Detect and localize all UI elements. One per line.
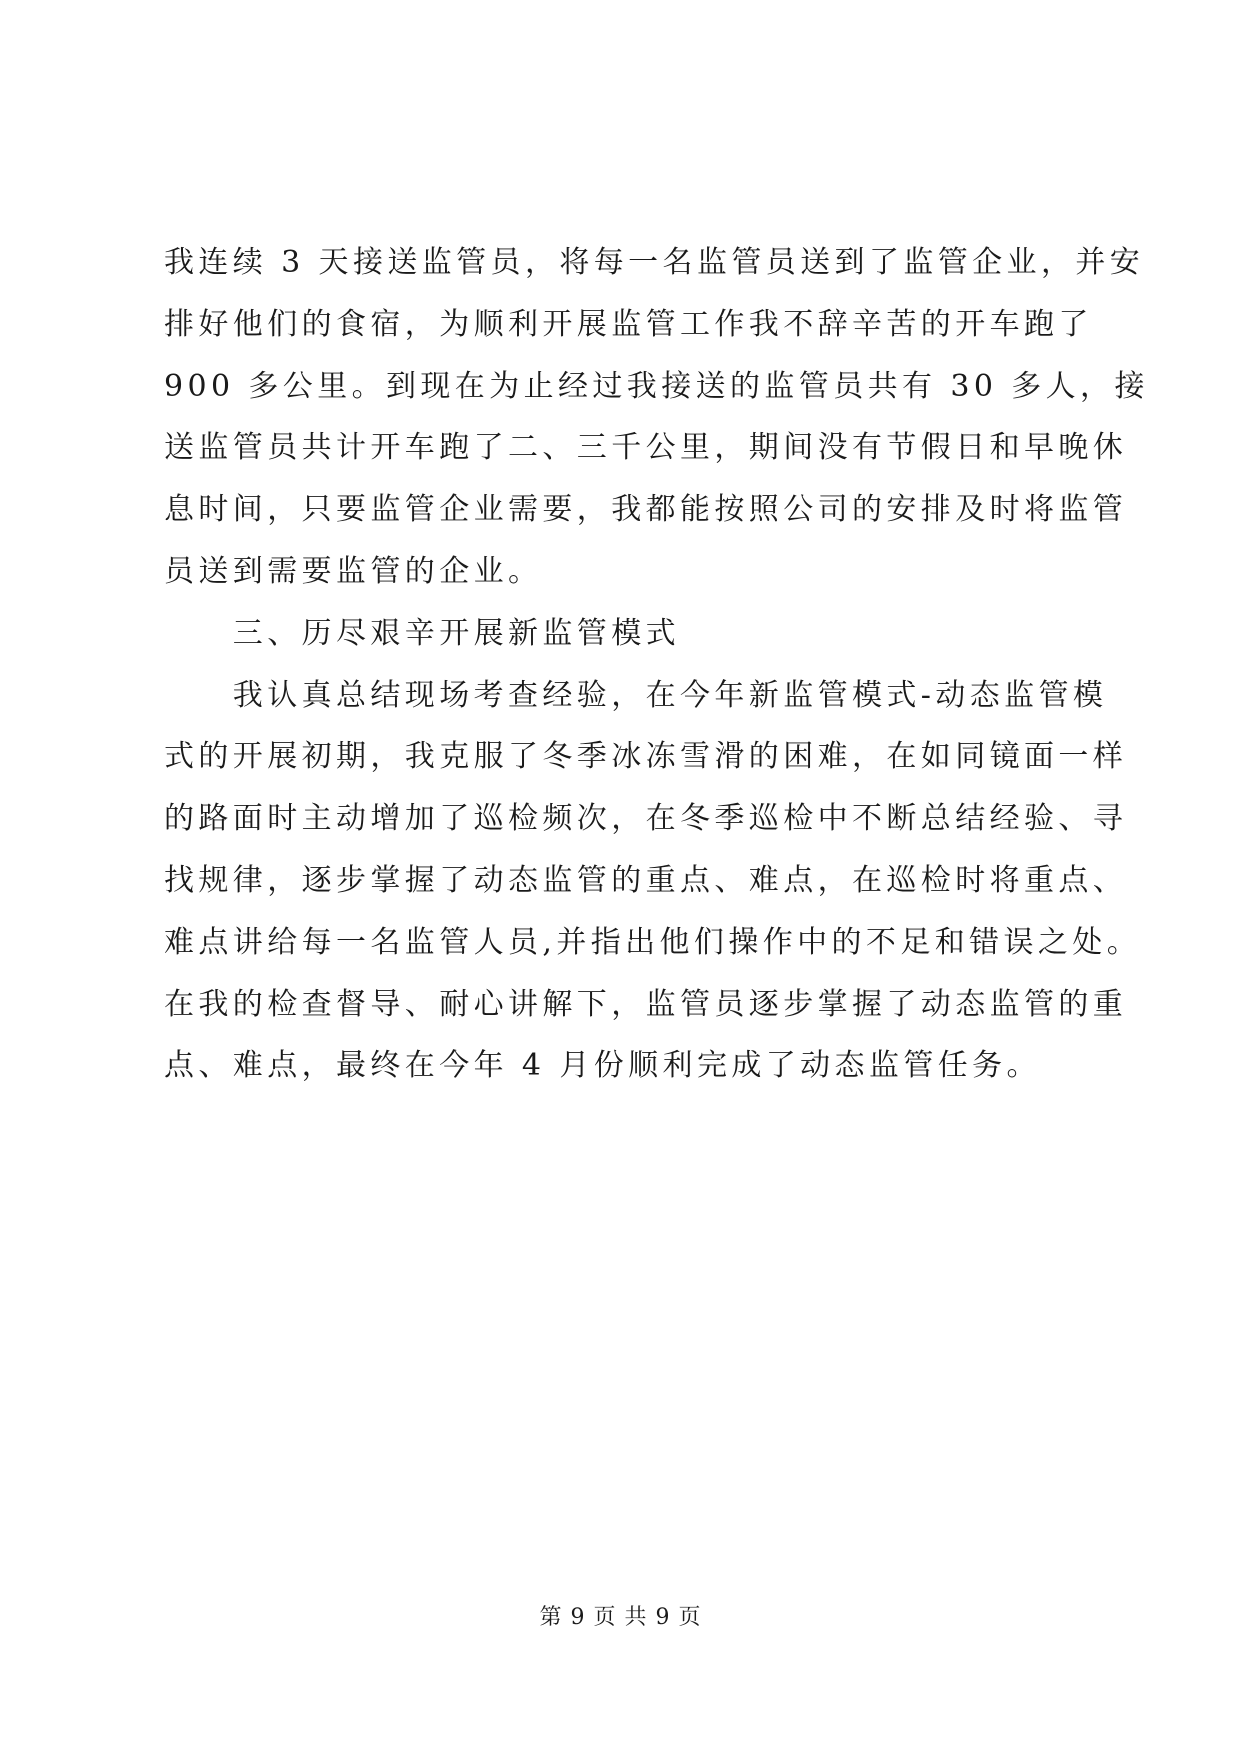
text-line: 900 多公里。到现在为止经过我接送的监管员共有 30 多人，接 xyxy=(164,368,1149,404)
section-heading: 三、历尽艰辛开展新监管模式 xyxy=(164,615,680,651)
body-text xyxy=(164,232,1149,1097)
page-footer: 第 9 页 共 9 页 xyxy=(539,1605,702,1630)
text-line: 在我的检查督导、耐心讲解下，监管员逐步掌握了动态监管的重 xyxy=(164,986,1128,1022)
text-line: 排好他们的食宿，为顺利开展监管工作我不辞辛苦的开车跑了 xyxy=(164,306,1093,342)
text-line: 我连续 3 天接送监管员，将每一名监管员送到了监管企业，并安 xyxy=(164,245,1145,280)
text-line: 我认真总结现场考查经验，在今年新监管模式-动态监管模 xyxy=(164,677,1108,713)
text-line: 式的开展初期，我克服了冬季冰冻雪滑的困难，在如同镜面一样 xyxy=(164,739,1128,775)
text-line: 点、难点，最终在今年 4 月份顺利完成了动态监管任务。 xyxy=(164,1048,1041,1084)
text-line: 的路面时主动增加了巡检频次，在冬季巡检中不断总结经验、寻 xyxy=(164,801,1128,837)
text-line: 员送到需要监管的企业。 xyxy=(164,553,543,589)
text-line: 找规律，逐步掌握了动态监管的重点、难点，在巡检时将重点、 xyxy=(164,862,1128,898)
text-line: 难点讲给每一名监管人员,并指出他们操作中的不足和错误之处。 xyxy=(164,924,1142,960)
text-line: 息时间，只要监管企业需要，我都能按照公司的安排及时将监管 xyxy=(164,492,1128,528)
text-line: 送监管员共计开车跑了二、三千公里，期间没有节假日和早晚休 xyxy=(164,430,1128,466)
